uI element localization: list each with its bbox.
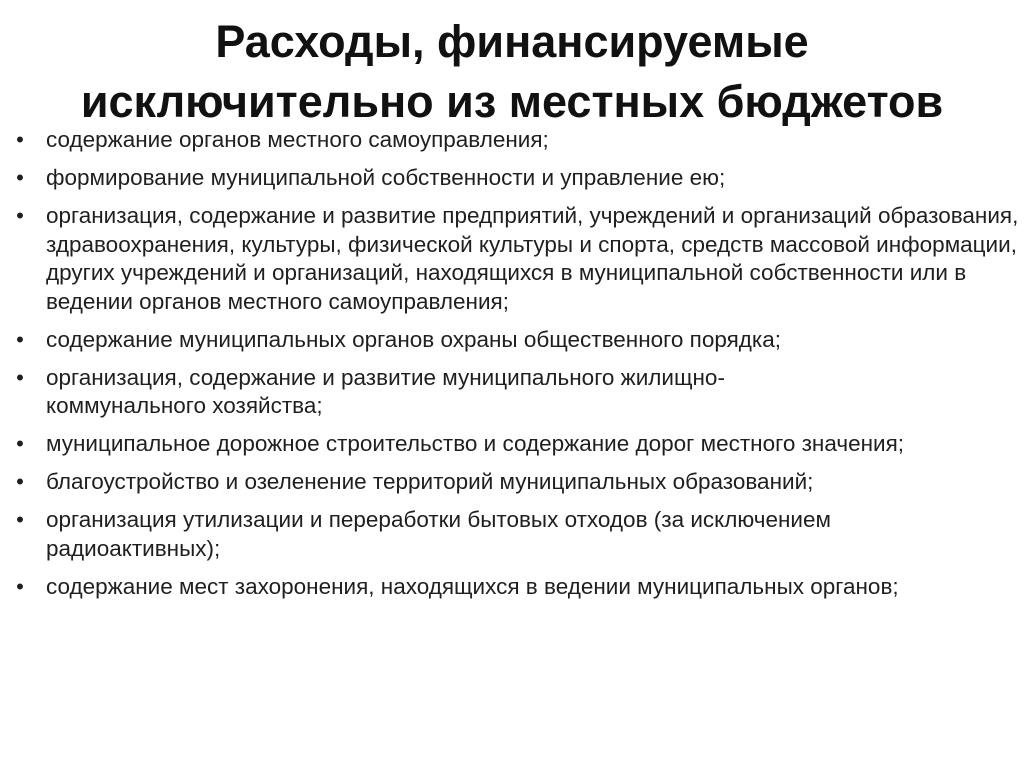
bullet-item [10, 506, 1020, 563]
bullet-item [10, 468, 1020, 497]
bullet-item [10, 126, 1020, 155]
bullet-item [10, 202, 1020, 316]
bullet-icon: • [16, 127, 24, 152]
bullet-icon: • [16, 431, 24, 456]
bullet-text: организация, содержание и развитие муниципального жилищно-коммунального хозяйства; [46, 364, 725, 418]
bullet-list [10, 126, 1020, 611]
title-line-2: исключительно из местных бюджетов [80, 76, 944, 127]
bullet-icon: • [16, 573, 24, 599]
bullet-text: содержание органов местного самоуправления; [46, 127, 549, 152]
bullet-item [10, 430, 1020, 459]
slide-title [0, 12, 1024, 132]
bullet-text: организация, содержание и развитие предприятий, учреждений и организаций образования, здравоохранения, культуры, физической культуры и спорта, средств массовой информации, других учреждений и организаций, находящихся в муниципальной собственности или в ведении органов местного самоуправления; [46, 203, 1019, 314]
bullet-item [10, 573, 1020, 602]
bullet-item [10, 164, 1020, 193]
bullet-icon: • [16, 364, 24, 390]
bullet-icon: • [16, 326, 24, 352]
bullet-text: содержание мест захоронения, находящихся в ведении муниципальных органов; [46, 573, 899, 599]
title-line-1: Расходы, финансируемые [215, 16, 809, 67]
bullet-item [10, 326, 1020, 355]
bullet-text: организация утилизации и переработки бытовых отходов (за исключением радиоактивных); [46, 507, 831, 561]
bullet-text: благоустройство и озеленение территорий муниципальных образований; [46, 469, 814, 494]
bullet-text: формирование муниципальной собственности и управление ею; [46, 165, 726, 190]
bullet-icon: • [16, 165, 24, 190]
bullet-text: содержание муниципальных органов охраны общественного порядка; [46, 326, 782, 352]
bullet-icon: • [16, 203, 24, 228]
bullet-icon: • [16, 507, 24, 532]
bullet-text: муниципальное дорожное строительство и содержание дорог местного значения; [46, 431, 905, 456]
bullet-item [10, 364, 1020, 421]
bullet-icon: • [16, 469, 24, 494]
